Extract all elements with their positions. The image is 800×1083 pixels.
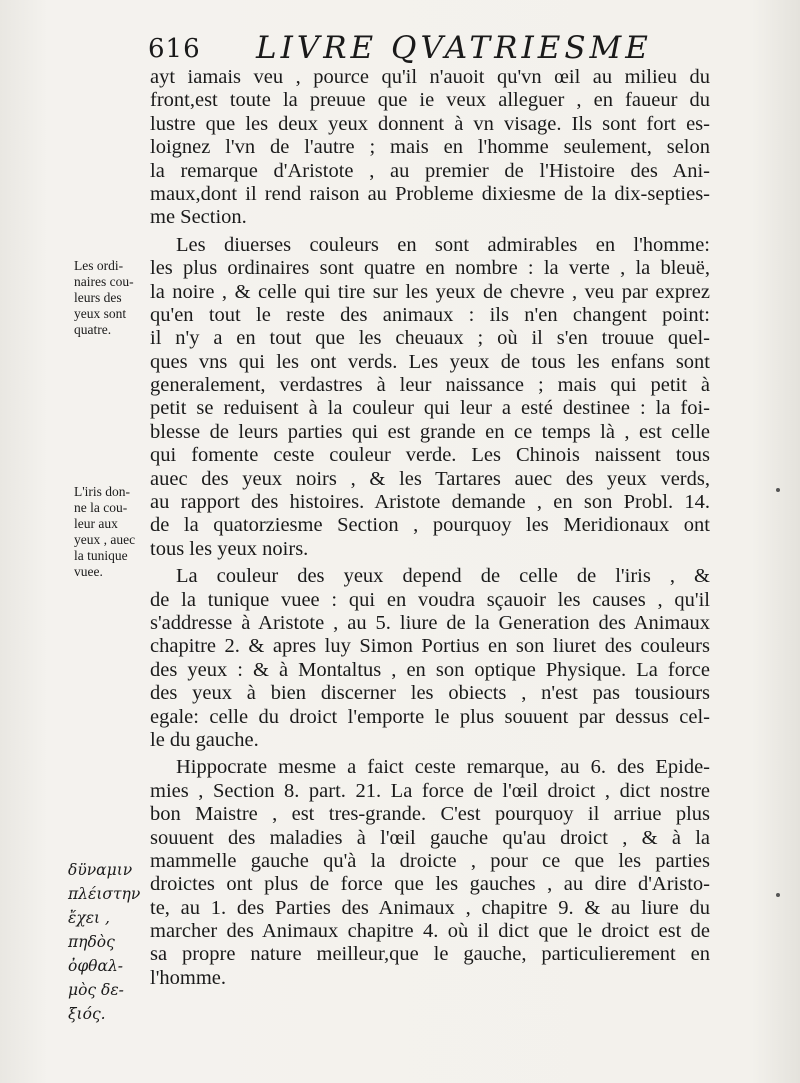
text-line: les plus ordinaires sont quatre en nombre : la verte , la bleuë, (150, 257, 710, 280)
margin-note-line: yeux sont (74, 306, 127, 321)
greek-note-line: ὀφθαλ- (68, 957, 124, 975)
margin-note-eye-colors (74, 258, 154, 338)
page-number: 616 (148, 34, 201, 64)
margin-note-line: vuee. (74, 564, 103, 579)
text-line: La couleur des yeux depend de celle de l'iris , & (176, 565, 710, 588)
text-line: auec des yeux noirs , & les Tartares auec des yeux verds, (150, 467, 710, 490)
text-line: mammelle gauche qu'à la droicte , pour ce que les parties (150, 849, 710, 872)
text-line: mies , Section 8. part. 21. La force de l'œil droict , dict nostre (150, 779, 710, 802)
text-line: de la quatorziesme Section , pourquoy les Meridionaux ont (150, 514, 710, 537)
text-line: loignez l'vn de l'autre ; mais en l'homme seulement, selon (150, 136, 710, 159)
text-line: chapitre 2. & apres luy Simon Portius en son liuret des couleurs (150, 635, 710, 658)
text-line: Hippocrate mesme a faict ceste remarque, au 6. des Epide- (176, 756, 710, 779)
greek-note-line: πηδὸς (68, 933, 115, 951)
text-line: marcher des Animaux chapitre 4. où il dict que le droict est de (150, 920, 710, 943)
text-line: te, au 1. des Parties des Animaux , chapitre 9. & au liure du (150, 896, 710, 919)
margin-note-iris (74, 484, 154, 580)
margin-note-greek (68, 858, 160, 1026)
margin-note-line: la tunique (74, 548, 128, 563)
page-header (148, 28, 708, 68)
text-line: de la tunique vuee : qui en voudra sçauoir les causes , qu'il (150, 588, 710, 611)
text-line: maux,dont il rend raison au Probleme dixiesme de la dix-septies- (150, 182, 710, 205)
greek-note-line: ξιός. (68, 1005, 106, 1023)
page-mark (776, 893, 780, 897)
text-line: ques vns qui les ont verds. Les yeux de tous les enfans sont (150, 350, 710, 373)
margin-note-line: Les ordi- (74, 258, 124, 273)
margin-note-line: ne la cou- (74, 500, 128, 515)
text-line: ayt iamais veu , pource qu'il n'auoit qu'vn œil au milieu du (150, 66, 710, 88)
text-line: tous les yeux noirs. (150, 537, 309, 560)
text-line: des yeux à bien discerner les obiects , n'est pas tousiours (150, 682, 710, 705)
greek-note-line: δϋναμιν (68, 861, 133, 879)
text-line: des yeux : & à Montaltus , en son optique Physique. La force (150, 658, 710, 681)
margin-note-line: quatre. (74, 322, 112, 337)
text-line: l'homme. (150, 966, 227, 989)
text-line: egale: celle du droict l'emporte le plus souuent par dessus cel- (150, 705, 710, 728)
text-line: droictes ont plus de force que les gauches , au dire d'Aristo- (150, 873, 710, 896)
body-text (150, 66, 710, 990)
text-line: le du gauche. (150, 728, 259, 751)
text-line: il n'y a en tout que les cheuaux ; où il s'en trouue quel- (150, 327, 710, 350)
margin-note-line: L'iris don- (74, 484, 131, 499)
text-line: sa propre nature meilleur,que le gauche, particulierement en (150, 943, 710, 966)
text-line: petit se reduisent à la couleur qui leur a esté destinee : la foi- (150, 397, 710, 420)
text-line: s'addresse à Aristote , au 5. liure de la Generation des Animaux (150, 611, 710, 634)
text-line: blesse de leurs parties qui est grande en ce temps là , est celle (150, 420, 710, 443)
text-line: la remarque d'Aristote , au premier de l'Histoire des Ani- (150, 159, 710, 182)
text-line: me Section. (150, 206, 247, 229)
page-mark (776, 488, 780, 492)
margin-note-line: naires cou- (74, 274, 134, 289)
text-line: souuent des maladies à l'œil gauche qu'au droict , & à la (150, 826, 710, 849)
text-line: la noire , & celle qui tire sur les yeux de chevre , veu par exprez (150, 280, 710, 303)
margin-note-line: leurs des (74, 290, 122, 305)
margin-note-line: leur aux (74, 516, 118, 531)
text-line: bon Maistre , est tres-grande. C'est pourquoy il arriue plus (150, 803, 710, 826)
greek-note-line: μὸς δε- (68, 981, 124, 999)
margin-note-line: yeux , auec (74, 532, 136, 547)
text-line: front,est toute la preuue que ie veux alleguer , en faueur du (150, 89, 710, 112)
text-line: generalement, verdastres à leur naissance ; mais qui petit à (150, 374, 710, 397)
text-line: au rapport des histoires. Aristote demande , en son Probl. 14. (150, 491, 710, 514)
greek-note-line: πλέιστην (68, 885, 141, 903)
text-line: qui fomente ceste couleur verde. Les Chinois naissent tous (150, 444, 710, 467)
text-line: lustre que les deux yeux donnent à vn visage. Ils sont fort es- (150, 112, 710, 135)
text-line: qu'en tout le reste des animaux : ils n'en changent point: (150, 303, 710, 326)
running-title: LIVRE QVATRIESME (256, 30, 652, 66)
text-line: Les diuerses couleurs en sont admirables en l'homme: (176, 233, 710, 256)
greek-note-line: ἔχει , (68, 909, 110, 927)
